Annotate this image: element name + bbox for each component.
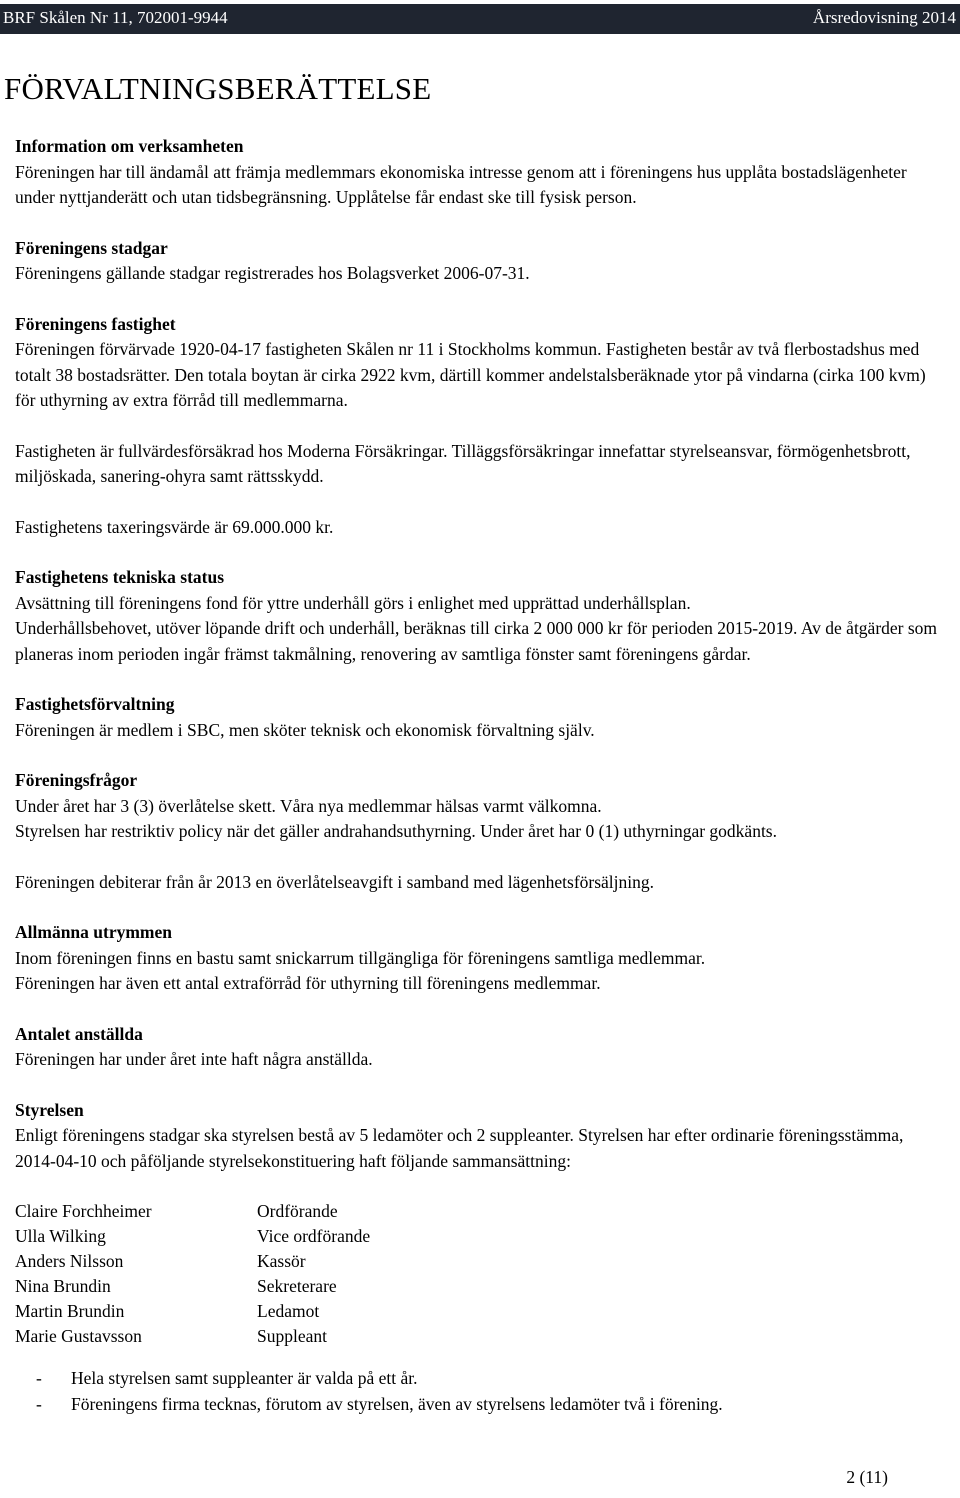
board-row (15, 1274, 370, 1299)
document-body (15, 134, 940, 1417)
board-member-role: Ordförande (257, 1201, 338, 1221)
dash-bullet: - (36, 1393, 42, 1414)
page-number: 2 (11) (846, 1467, 888, 1487)
note-text: Hela styrelsen samt suppleanter är valda på ett år. (71, 1368, 418, 1388)
board-member-name: Claire Forchheimer (15, 1201, 152, 1221)
section-paragraph: Underhållsbehovet, utöver löpande drift och underhåll, beräknas till cirka 2 000 000 kr för perioden 2015-2019. Av de åtgärder som planeras inom perioden ingår främst takmålning, renovering av samtliga fönster samt föreningens gårdar. (15, 618, 938, 664)
section-paragraph: Enligt föreningens stadgar ska styrelsen bestå av 5 ledamöter och 2 suppleanter. Styrelsen har efter ordinarie föreningsstämma, 2014-04-10 och påföljande styrelsekonstituering haft följande sammansättning: (15, 1125, 904, 1171)
board-table (15, 1199, 370, 1349)
section (15, 1022, 940, 1073)
section (15, 565, 940, 667)
section-paragraph: Under året har 3 (3) överlåtelse skett. Våra nya medlemmar hälsas varmt välkomna. (15, 795, 602, 816)
board-member-role: Sekreterare (257, 1276, 337, 1296)
board-member-name: Marie Gustavsson (15, 1326, 142, 1346)
section (15, 920, 940, 997)
section-heading: Föreningsfrågor (15, 770, 138, 790)
section-heading: Antalet anställda (15, 1023, 143, 1044)
section-paragraph: Fastigheten är fullvärdesförsäkrad hos Moderna Försäkringar. Tilläggsförsäkringar innefattar styrelseansvar, förmögenhetsbrott, miljöskada, sanering-ohyra samt rättsskydd. (15, 440, 911, 486)
section (15, 236, 940, 287)
board-member-name: Ulla Wilking (15, 1226, 106, 1246)
section (15, 870, 940, 896)
page-title: FÖRVALTNINGSBERÄTTELSE (4, 71, 432, 106)
board-member-role: Kassör (257, 1251, 306, 1271)
section-paragraph: Föreningens gällande stadgar registrerades hos Bolagsverket 2006-07-31. (15, 263, 530, 283)
section-heading: Fastighetens tekniska status (15, 567, 225, 587)
header-organization: BRF Skålen Nr 11, 702001-9944 (3, 8, 228, 27)
section-heading: Föreningens stadgar (15, 237, 168, 258)
section-paragraph: Avsättning till föreningens fond för yttre underhåll görs i enlighet med upprättad underhållsplan. (15, 592, 691, 613)
board-member-name: Nina Brundin (15, 1276, 111, 1296)
board-row (15, 1324, 370, 1349)
section-paragraph: Föreningen debiterar från år 2013 en överlåtelseavgift i samband med lägenhetsförsäljning. (15, 871, 655, 892)
note-text: Föreningens firma tecknas, förutom av styrelsen, även av styrelsens ledamöter två i förening. (71, 1393, 723, 1414)
section-paragraph: Inom föreningen finns en bastu samt snickarrum tillgängliga för föreningens samtliga medlemmar. (15, 947, 706, 968)
section (15, 692, 940, 743)
section-paragraph: Styrelsen har restriktiv policy när det gäller andrahandsuthyrning. Under året har 0 (1) uthyrningar godkänts. (15, 821, 777, 841)
section (15, 515, 940, 541)
dash-bullet: - (36, 1368, 42, 1388)
section-paragraph: Föreningen förvärvade 1920-04-17 fastigheten Skålen nr 11 i Stockholms kommun. Fastigheten består av två flerbostadshus med totalt 38 bostadsrätter. Den totala boytan är cirka 2922 kvm, därtill kommer andelstalsberäknade ytor på vindarna (cirka 100 kvm) för uthyrning av extra förråd till medlemmarna. (15, 339, 926, 410)
section (15, 134, 940, 211)
section-paragraph: Föreningen har under året inte haft några anställda. (15, 1049, 373, 1069)
section-paragraph: Föreningen har även ett antal extraförråd för uthyrning till föreningens medlemmar. (15, 973, 601, 993)
board-row (15, 1224, 370, 1249)
header-document-title: Årsredovisning 2014 (812, 8, 956, 27)
board-row (15, 1199, 370, 1224)
section (15, 768, 940, 845)
page-header (0, 4, 960, 34)
section-heading: Föreningens fastighet (15, 313, 176, 334)
note-item (15, 1392, 940, 1418)
board-row (15, 1249, 370, 1274)
section-paragraph: Föreningen är medlem i SBC, men sköter teknisk och ekonomisk förvaltning själv. (15, 719, 595, 740)
section-paragraph: Föreningen har till ändamål att främja medlemmars ekonomiska intresse genom att i föreningens hus upplåta bostadslägenheter under nyttjanderätt och utan tidsbegränsning. Upplåtelse får endast ske till fysisk person. (15, 161, 907, 207)
section (15, 439, 940, 490)
section-heading: Information om verksamheten (15, 136, 244, 156)
board-member-role: Ledamot (257, 1301, 320, 1321)
sections-container (15, 134, 940, 1174)
board-member-role: Vice ordförande (257, 1226, 371, 1246)
board-row (15, 1299, 370, 1324)
board-member-name: Anders Nilsson (15, 1251, 124, 1271)
section (15, 312, 940, 414)
section-paragraph: Fastighetens taxeringsvärde är 69.000.000 kr. (15, 516, 334, 537)
board-member-name: Martin Brundin (15, 1301, 125, 1321)
board-member-role: Suppleant (257, 1326, 327, 1346)
notes-list (15, 1366, 940, 1417)
section-heading: Fastighetsförvaltning (15, 694, 175, 714)
note-item (15, 1366, 940, 1392)
section-heading: Styrelsen (15, 1099, 84, 1120)
section-heading: Allmänna utrymmen (15, 922, 173, 942)
section (15, 1098, 940, 1175)
